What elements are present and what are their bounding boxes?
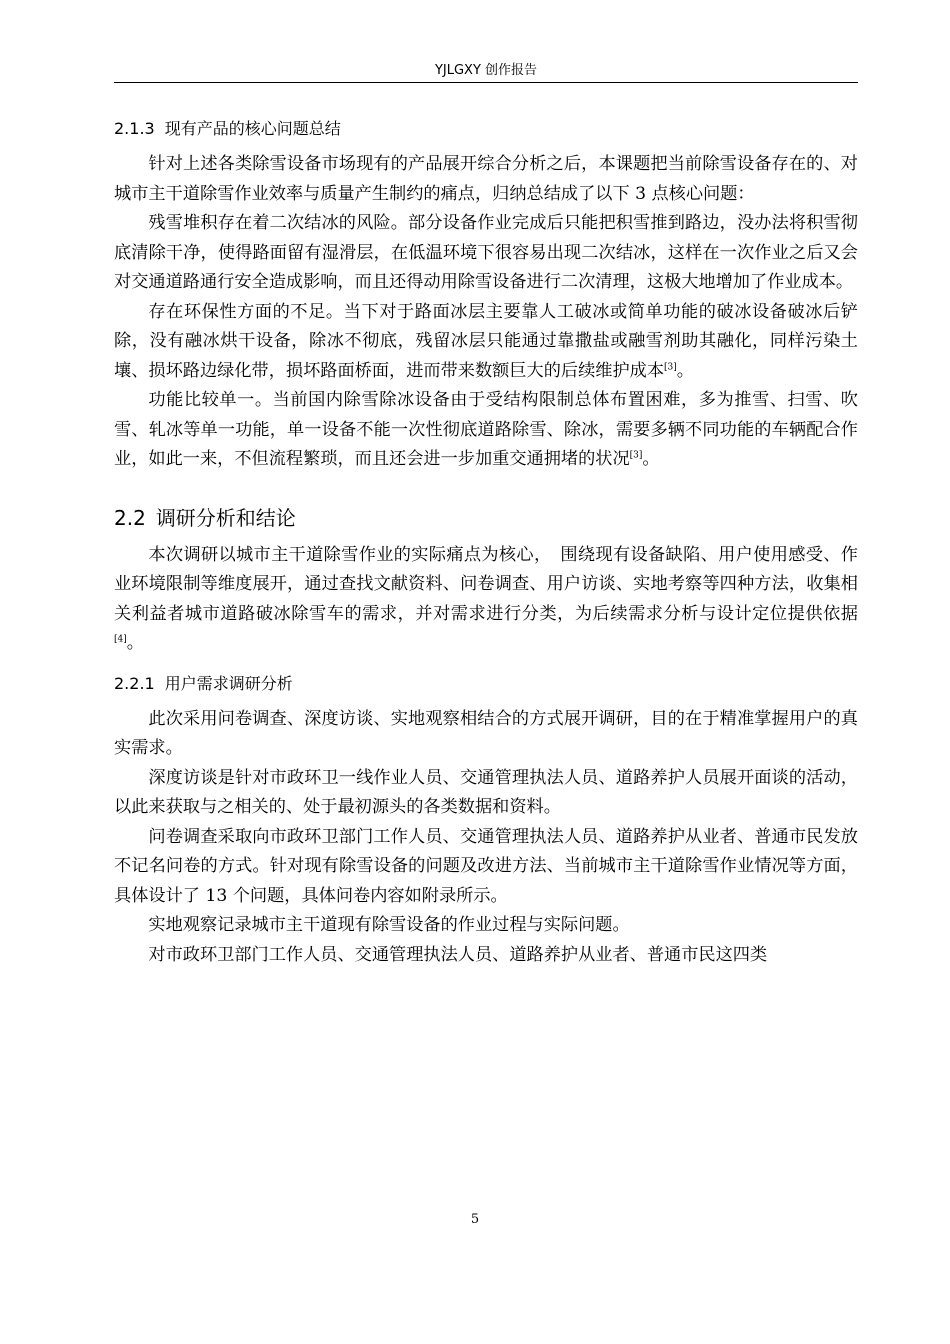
paragraph-text: 针对上述各类除雪设备市场现有的产品展开综合分析之后，本课题把当前除雪设备存在的、对城市主干道除雪作业效率与质量产生制约的痛点，归纳总结成了以下 3 点核心问题： [114, 154, 858, 204]
section-title: 现有产品的核心问题总结 [164, 119, 341, 138]
section-number: 2.2 [114, 505, 146, 530]
citation-ref: [3] [629, 450, 643, 461]
paragraph-text: 问卷调查采取向市政环卫部门工作人员、交通管理执法人员、道路养护从业者、普通市民发放不记名问卷的方式。针对现有除雪设备的问题及改进方法、当前城市主干道除雪作业情况等方面，具体设计了 13 个问题，具体问卷内容如附录所示。 [114, 826, 858, 906]
citation-ref: [4] [114, 634, 127, 645]
header-rule [114, 82, 858, 83]
section-number: 2.2.1 [114, 673, 155, 693]
paragraph-text: 实地观察记录城市主干道现有除雪设备的作业过程与实际问题。 [148, 915, 630, 935]
page-number: 5 [470, 1212, 480, 1227]
paragraph [114, 541, 858, 659]
paragraph-text: 功能比较单一。当前国内除雪除冰设备由于受结构限制总体布置困难，多为推雪、扫雪、吹雪、轧冰等单一功能，单一设备不能一次性彻底道路除雪、除冰，需要多辆不同功能的车辆配合作业，如此一来，不但流程繁琐，而且还会进一步加重交通拥堵的状况 [114, 390, 858, 469]
paragraph-text: 残雪堆积存在着二次结冰的风险。部分设备作业完成后只能把积雪推到路边，没办法将积雪彻底清除干净，使得路面留有湿滑层，在低温环境下很容易出现二次结冰，这样在一次作业之后又会对交通道路通行安全造成影响，而且还得动用除雪设备进行二次清理，这极大地增加了作业成本。 [114, 213, 858, 292]
paragraph-text: 此次采用问卷调查、深度访谈、实地观察相结合的方式展开调研，目的在于精准掌握用户的真实需求。 [114, 708, 858, 758]
citation-ref: [3] [664, 361, 677, 372]
section-heading-2-2 [114, 505, 858, 531]
running-header: YJLGXY 创作报告 [434, 63, 538, 78]
paragraph-text: 对市政环卫部门工作人员、交通管理执法人员、道路养护从业者、普通市民这四类 [148, 944, 768, 965]
paragraph [114, 823, 858, 912]
paragraph-text: 本次调研以城市主干道除雪作业的实际痛点为核心， 围绕现有设备缺陷、用户使用感受、作业环境限制等维度展开，通过查找文献资料、问卷调查、用户访谈、实地考察等四种方法，收集相关利益者城市道路破冰除雪车的需求，并对需求进行分类，为后续需求分析与设计定位提供依据 [114, 544, 858, 624]
section-title: 用户需求调研分析 [164, 673, 293, 693]
section-heading-2-2-1 [114, 673, 858, 695]
paragraph-text: 深度访谈是针对市政环卫一线作业人员、交通管理执法人员、道路养护人员展开面谈的活动，以此来获取与之相关的、处于最初源头的各类数据和资料。 [114, 767, 858, 817]
paragraph [114, 298, 858, 387]
section-heading-2-1-3 [114, 118, 858, 140]
paragraph-end: 。 [642, 449, 660, 469]
paragraph [114, 705, 858, 764]
paragraph [114, 209, 858, 298]
paragraph-text: 存在环保性方面的不足。当下对于路面冰层主要靠人工破冰或简单功能的破冰设备破冰后铲除，没有融冰烘干设备，除冰不彻底，残留冰层只能通过靠撒盐或融雪剂助其融化，同样污染土壤、损坏路边绿化带，损坏路面桥面，进而带来数额巨大的后续维护成本 [114, 301, 858, 381]
paragraph [114, 764, 858, 823]
paragraph [114, 941, 858, 971]
paragraph-end: 。 [126, 633, 144, 653]
page-body [114, 118, 858, 970]
paragraph [114, 911, 858, 941]
section-title: 调研分析和结论 [155, 505, 296, 530]
paragraph [114, 386, 858, 475]
paragraph-end: 。 [676, 360, 694, 381]
paragraph [114, 150, 858, 209]
section-number: 2.1.3 [114, 119, 155, 138]
